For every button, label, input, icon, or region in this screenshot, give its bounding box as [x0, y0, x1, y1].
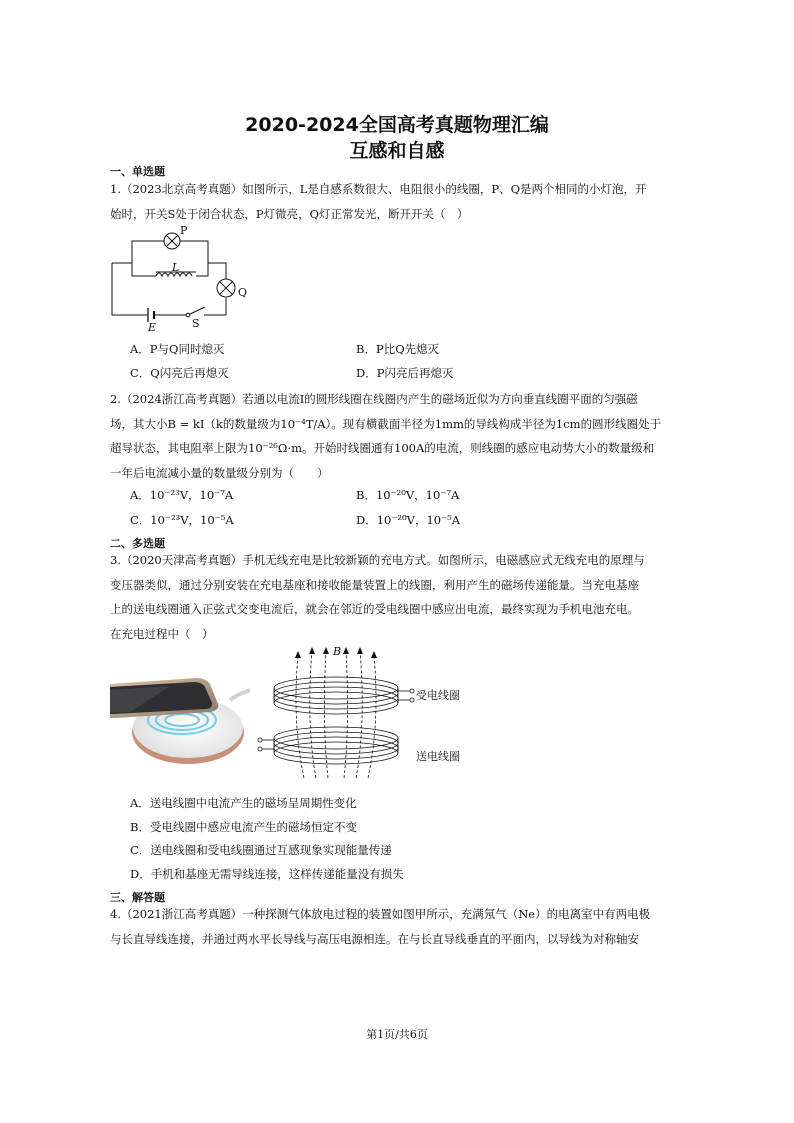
q1-option-b: B．P比Q先熄灭: [356, 342, 440, 356]
q1-option-c: C．Q闪亮后再熄灭: [130, 366, 229, 380]
label-e: E: [148, 321, 157, 334]
question-2-line-4: 一年后电流减小量的数量级分别为（ ）: [110, 465, 329, 480]
switch-blade: [190, 307, 205, 314]
label-send-coil: 送电线圈: [416, 750, 460, 763]
question-1: [110, 177, 690, 226]
q2-option-c: C．10⁻²³V，10⁻⁵A: [130, 513, 234, 527]
document-title: 2020-2024全国高考真题物理汇编: [245, 114, 549, 136]
question-2: [110, 387, 690, 485]
q2-option-a: A．10⁻²³V，10⁻⁷A: [130, 488, 234, 502]
label-l: L: [172, 261, 180, 274]
question-4-line-1: 4.（2021浙江高考真题）一种探测气体放电过程的装置如图甲所示，充满氖气（Ne）的电离室中有两电极: [110, 907, 651, 921]
question-2-line-2: 场，其大小B = kI（k的数量级为10⁻⁴T/A）。现有横截面半径为1mm的导线构成半径为1cm的圆形线圈处于: [110, 416, 662, 431]
question-3-line-2: 变压器类似，通过分别安装在充电基座和接收能量装置上的线圈，利用产生的磁场传递能量。当充电基座: [110, 577, 639, 592]
section-single-choice: 一、单选题: [110, 165, 165, 178]
question-4: [110, 902, 690, 951]
label-p: P: [180, 224, 188, 237]
label-b-field: B: [333, 645, 342, 658]
label-s: S: [192, 317, 200, 330]
circuit-diagram: [108, 224, 258, 336]
label-receive-coil: 受电线圈: [416, 689, 460, 702]
q3-option-b: B．受电线圈中感应电流产生的磁场恒定不变: [130, 820, 357, 834]
question-2-line-1: 2.（2024浙江高考真题）若通以电流I的圆形线圈在线圈内产生的磁场近似为方向垂直线圈平面的匀强磁: [110, 392, 638, 406]
question-3-line-3: 上的送电线圈通入正弦式交变电流后，就会在邻近的受电线圈中感应出电流，最终实现为手机电池充电。: [110, 602, 639, 616]
q3-option-c: C．送电线圈和受电线圈通过互感现象实现能量传递: [130, 843, 392, 857]
document-subtitle: 互感和自感: [349, 140, 445, 162]
section-answer-questions: 三、解答题: [110, 891, 165, 904]
question-3: [110, 548, 690, 646]
q2-option-b: B．10⁻²⁰V，10⁻⁷A: [356, 488, 460, 502]
question-1-line-1: 1.（2023北京高考真题）如图所示，L是自感系数很大、电阻很小的线圈，P、Q是两个相同的小灯泡，开: [110, 182, 647, 196]
q1-option-a: A．P与Q同时熄灭: [130, 342, 225, 356]
label-q: Q: [238, 286, 248, 299]
question-1-line-2: 始时，开关S处于闭合状态，P灯微亮，Q灯正常发光，断开开关（ ）: [110, 206, 469, 221]
q1-option-d: D．P闪亮后再熄灭: [356, 366, 454, 380]
question-4-line-2: 与长直导线连接，并通过两水平长导线与高压电源相连。在与长直导线垂直的平面内，以导线为对称轴安: [110, 931, 639, 946]
wireless-charger-photo: [110, 660, 250, 768]
q3-option-d: D．手机和基座无需导线连接，这样传递能量没有损失: [130, 867, 404, 881]
page-footer: 第1页/共6页: [366, 1028, 428, 1041]
q3-option-a: A．送电线圈中电流产生的磁场呈周期性变化: [130, 796, 357, 810]
question-3-line-4: 在充电过程中（ ）: [110, 626, 214, 641]
question-2-line-3: 超导状态，其电阻率上限为10⁻²⁶Ω·m。开始时线圈通有100A的电流，则线圈的感应电动势大小的数量级和: [110, 441, 655, 455]
question-3-line-1: 3.（2020天津高考真题）手机无线充电是比较新颖的充电方式。如图所示，电磁感应式无线充电的原理与: [110, 553, 645, 567]
coil-field-diagram: [256, 643, 486, 783]
q2-option-d: D．10⁻²⁰V，10⁻⁵A: [356, 513, 461, 527]
section-multiple-choice: 二、多选题: [110, 537, 165, 550]
